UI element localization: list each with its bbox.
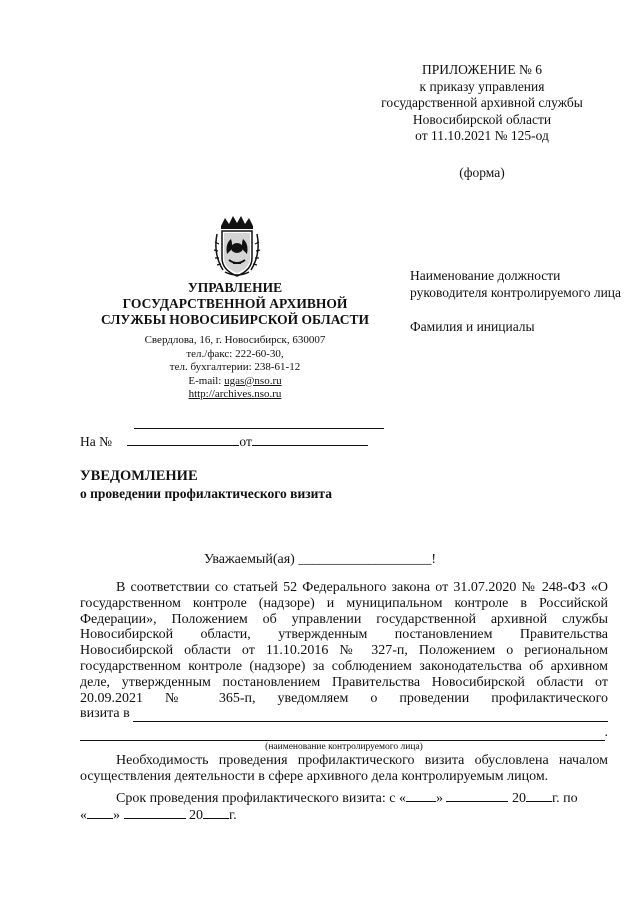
term-from-year-prefix: 20 (511, 790, 526, 806)
appendix-line: государственной архивной службы (381, 95, 583, 110)
greeting-name-blank: ___________________ (298, 552, 432, 567)
registration-top-line (134, 428, 384, 429)
organization-email-row (76, 375, 394, 389)
organization-name-line: УПРАВЛЕНИЕ (187, 280, 283, 295)
organization-address: Свердлова, 16, г. Новосибирск, 630007 (144, 334, 326, 346)
term-to-open: « (80, 808, 87, 824)
recipient-name: Фамилия и инициалы (410, 319, 535, 334)
term-to-year-prefix: 20 (189, 808, 203, 824)
email-link[interactable]: ugas@nso.ru (224, 374, 282, 387)
organization-phone-fax: тел./факс: 222-60-30, (186, 347, 284, 360)
greeting-prefix: Уважаемый(ая) (204, 552, 295, 567)
term-to-day-blank (87, 806, 113, 819)
organization-name-line: ГОСУДАРСТВЕННОЙ АРХИВНОЙ (122, 296, 348, 311)
appendix-line: Новосибирской области (412, 111, 552, 127)
term-from-day-close: » (435, 790, 443, 806)
appendix-header (330, 62, 634, 145)
organization-name-line: СЛУЖБЫ НОВОСИБИРСКОЙ ОБЛАСТИ (100, 312, 370, 327)
appendix-line: к приказу управления (419, 78, 545, 94)
term-from-month-blank (446, 789, 508, 802)
organization-accounting-phone: тел. бухгалтерии: 238-61-12 (169, 361, 301, 373)
visit-line-prefix: визита в (80, 706, 130, 722)
greeting (0, 552, 640, 568)
term-from-year-suffix: г. по (551, 790, 578, 806)
term-from-day-blank (406, 789, 436, 802)
form-note: (форма) (459, 165, 505, 180)
entity-continuation-line (80, 725, 608, 741)
body-paragraph-legal-basis: В соответствии со статьей 52 Федерального закона от 31.07.2020 № 248-ФЗ «О государственном контроле (надзоре) и муниципальном контроле в Российской Федерации», Положением об управлении государственной архивной службы Новосибирской области, утвержденным постановлением Правительства Новосибирской области от 11.10.2016 № 327-п, Положением о региональном государственном контроле (надзоре) за соблюдением законодательства об архивном деле, утвержденным постановлением Правительства Новосибирской области от 20.09.2021 № 365-п, уведомляем о проведении профилактического (80, 580, 608, 706)
reference-row (80, 433, 368, 450)
organization-website-row (76, 388, 394, 402)
entity-continuation-blank (80, 728, 605, 741)
visit-line (80, 706, 608, 722)
term-to-year-end: г. (229, 808, 237, 824)
body-paragraph-necessity: Необходимость проведения профилактического визита обусловлена началом осуществления деятельности в сфере архивного дела контролируемым лицом. (80, 752, 608, 784)
organization-contacts (76, 334, 394, 402)
document-body (80, 580, 608, 824)
term-from-year-blank (526, 789, 552, 802)
reference-date-label: от (239, 434, 252, 449)
organization-block (76, 280, 394, 402)
term-line-2 (80, 806, 608, 824)
email-label: E-mail: (188, 374, 225, 387)
recipient-position: Наименование должности руководителя контролируемого лица (410, 268, 622, 300)
document-title: УВЕДОМЛЕНИЕ (80, 468, 198, 484)
organization-name (76, 280, 394, 328)
recipient-block (410, 268, 630, 336)
visit-entity-blank (133, 709, 608, 722)
reference-number-label: На № (80, 434, 112, 449)
term-to-year-blank (203, 806, 229, 819)
entity-caption: (наименование контролируемого лица) (265, 741, 423, 752)
reference-number-blank (127, 433, 239, 446)
novosibirsk-coat-of-arms-icon (207, 214, 267, 280)
appendix-date: от 11.10.2021 № 125-од (415, 128, 549, 143)
term-from-label: Срок проведения профилактического визита: с « (116, 790, 406, 806)
document-subtitle: о проведении профилактического визита (80, 486, 332, 501)
greeting-suffix: ! (431, 552, 436, 567)
reference-date-blank (252, 433, 368, 446)
term-line-1 (80, 789, 608, 807)
term-to-month-blank (124, 806, 186, 819)
website-link[interactable]: http://archives.nso.ru (188, 388, 282, 400)
entity-line-end: . (604, 725, 608, 741)
appendix-title: ПРИЛОЖЕНИЕ № 6 (421, 62, 543, 77)
term-to-close: » (113, 808, 120, 824)
